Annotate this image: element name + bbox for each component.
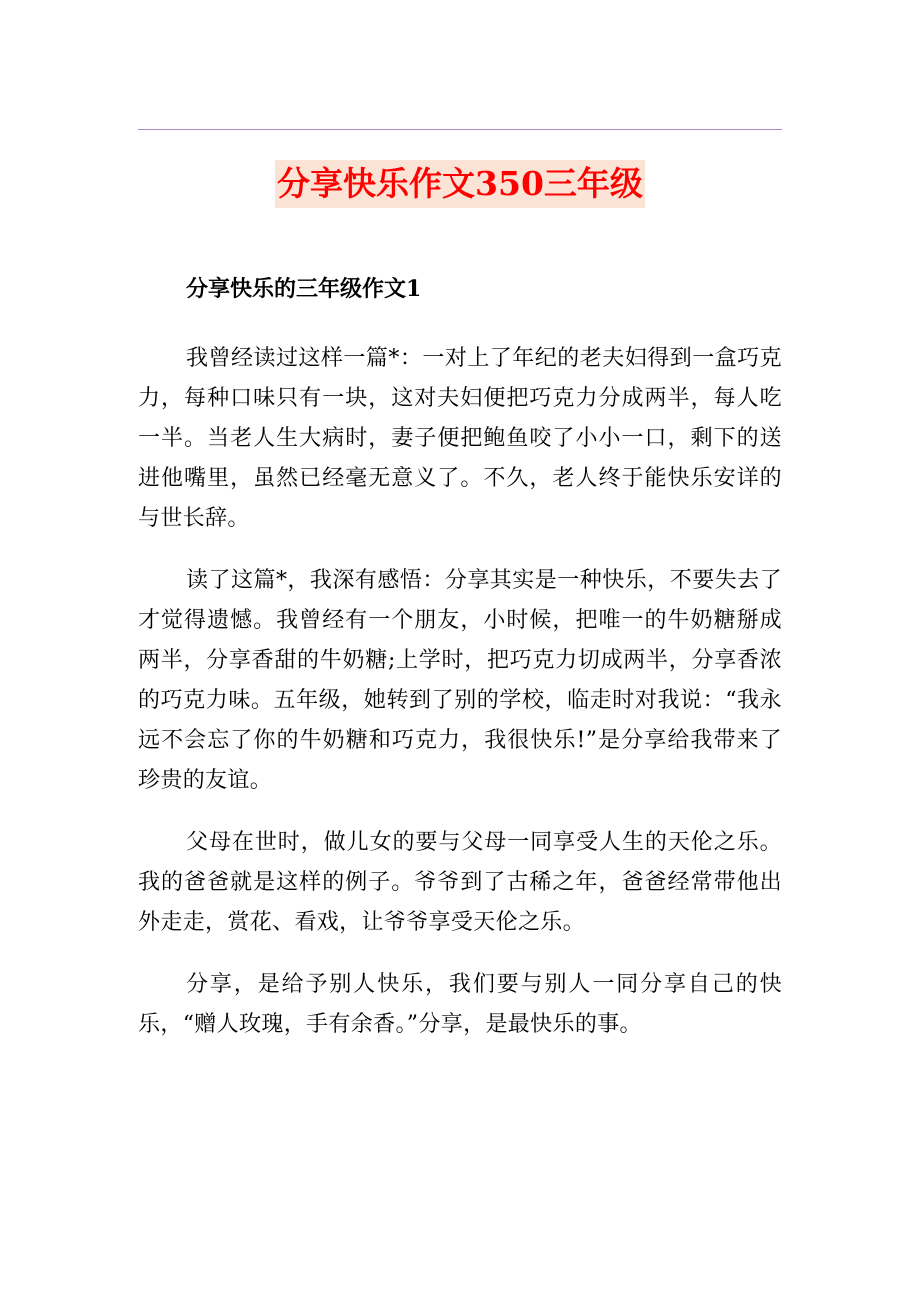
article-body	[138, 339, 782, 1067]
section-heading: 分享快乐的三年级作文1	[186, 276, 422, 302]
header-divider	[138, 129, 782, 130]
page-title: 分享快乐作文350三年级	[275, 160, 645, 208]
paragraph-4: 分享，是给予别人快乐，我们要与别人一同分享自己的快乐，“赠人玫瑰，手有余香。”分享，是最快乐的事。	[138, 972, 782, 1037]
paragraph-1: 我曾经读过这样一篇*：一对上了年纪的老夫妇得到一盒巧克力，每种口味只有一块，这对夫妇便把巧克力分成两半，每人吃一半。当老人生大病时，妻子便把鲍鱼咬了小小一口，剩下的送进他嘴里，虽然已经毫无意义了。不久，老人终于能快乐安详的与世长辞。	[138, 346, 782, 531]
title-container	[0, 160, 920, 208]
paragraph-2: 读了这篇*，我深有感悟：分享其实是一种快乐，不要失去了才觉得遗憾。我曾经有一个朋友，小时候，把唯一的牛奶糖掰成两半，分享香甜的牛奶糖;上学时，把巧克力切成两半，分享香浓的巧克力味。五年级，她转到了别的学校，临走时对我说：“我永远不会忘了你的牛奶糖和巧克力，我很快乐!”是分享给我带来了珍贵的友谊。	[138, 568, 782, 793]
paragraph-3: 父母在世时，做儿女的要与父母一同享受人生的天伦之乐。我的爸爸就是这样的例子。爷爷到了古稀之年，爸爸经常带他出外走走，赏花、看戏，让爷爷享受天伦之乐。	[138, 830, 782, 935]
